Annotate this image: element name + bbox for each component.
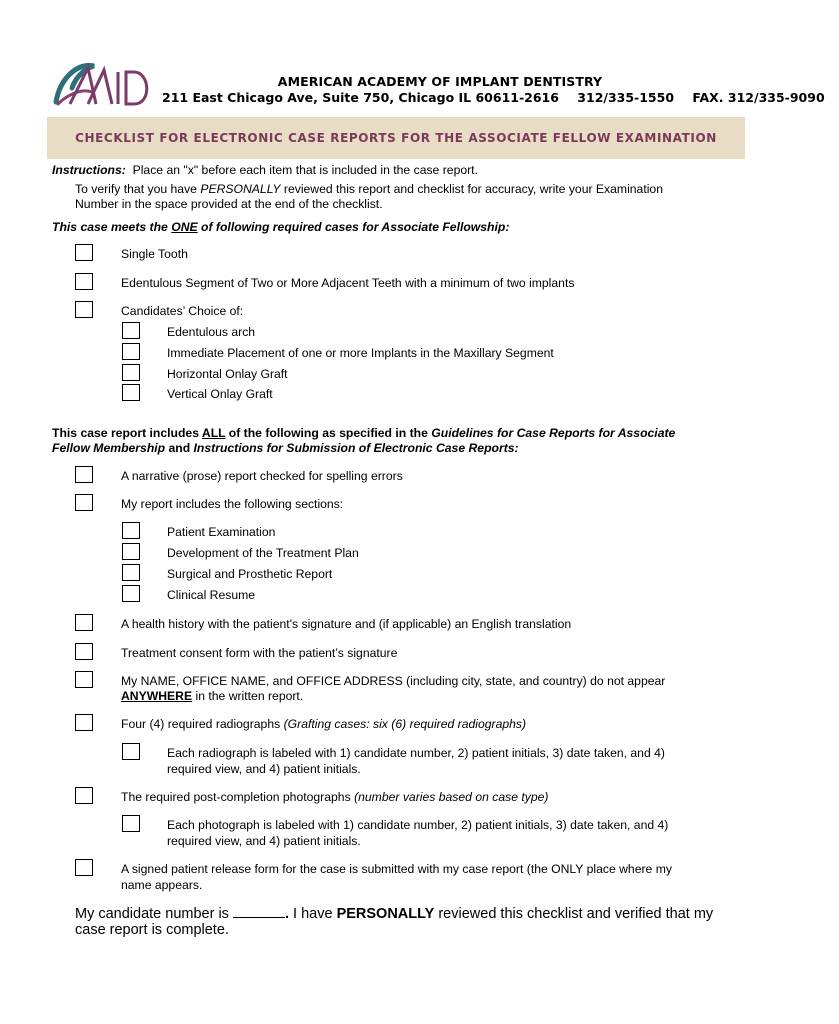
item-photographs — [121, 790, 549, 805]
section2-heading-and: and — [165, 441, 194, 455]
section2-heading-a: This case report includes — [52, 426, 202, 440]
section-surgical-report: Surgical and Prosthetic Report — [167, 567, 333, 581]
certification-text-b: I have — [289, 906, 337, 922]
item-no-name-line1: My NAME, OFFICE NAME, and OFFICE ADDRESS (including city, state, and country) do not appear — [121, 674, 666, 688]
checkbox-vertical-onlay[interactable] — [122, 384, 140, 401]
instructions-line1 — [52, 163, 478, 178]
radiograph-labels-line2: required view, and 4) patient initials. — [167, 762, 361, 776]
section2-guidelines: Guidelines for Case Reports for Associate — [431, 426, 676, 440]
subitem-edentulous-arch: Edentulous arch — [167, 325, 256, 339]
org-name: AMERICAN ACADEMY OF IMPLANT DENTISTRY — [277, 74, 603, 89]
item-narrative: A narrative (prose) report checked for spelling errors — [121, 469, 403, 483]
item-photographs-note: (number varies based on case type) — [354, 790, 549, 804]
item-no-name-line2 — [121, 689, 303, 704]
section1-heading-one: ONE — [171, 220, 198, 234]
checkbox-horizontal-onlay[interactable] — [122, 364, 140, 381]
section2-instructions-title: Instructions for Submission of Electronic Case Reports: — [193, 441, 519, 455]
item-candidates-choice: Candidates’ Choice of: — [121, 304, 244, 318]
section2-heading-line2 — [52, 441, 519, 456]
checkbox-single-tooth[interactable] — [75, 244, 93, 261]
item-report-sections: My report includes the following sections: — [121, 497, 344, 511]
org-fax: FAX. 312/335-9090 — [692, 90, 825, 105]
checkbox-report-sections[interactable] — [75, 494, 93, 511]
item-health-history: A health history with the patient's signature and (if applicable) an English translation — [121, 617, 572, 631]
instructions-line2-a: To verify that you have — [75, 182, 201, 196]
section2-heading-line1 — [52, 426, 675, 441]
checkbox-surgical-report[interactable] — [122, 564, 140, 581]
item-consent-form: Treatment consent form with the patient’s signature — [121, 646, 398, 660]
checkbox-candidates-choice[interactable] — [75, 301, 93, 318]
org-address-line — [162, 90, 839, 105]
section1-heading — [52, 220, 509, 235]
section2-heading-b: of the following as specified in the — [225, 426, 432, 440]
section2-guidelines-cont: Fellow Membership — [52, 441, 166, 455]
subitem-immediate-placement: Immediate Placement of one or more Implants in the Maxillary Segment — [167, 346, 554, 360]
subitem-horizontal-onlay: Horizontal Onlay Graft — [167, 367, 288, 381]
checkbox-health-history[interactable] — [75, 614, 93, 631]
logo-text: AAID — [52, 109, 55, 110]
section-patient-examination: Patient Examination — [167, 525, 276, 539]
instructions-emphasis: PERSONALLY — [200, 182, 281, 196]
checkbox-immediate-placement[interactable] — [122, 343, 140, 360]
aaid-logo-graphic — [52, 58, 156, 110]
section1-heading-a: This case meets the — [52, 220, 172, 234]
checkbox-edentulous-segment[interactable] — [75, 273, 93, 290]
checkbox-edentulous-arch[interactable] — [122, 322, 140, 339]
section1-heading-b: of following required cases for Associate Fellowship: — [197, 220, 510, 234]
page-title: CHECKLIST FOR ELECTRONIC CASE REPORTS FOR THE ASSOCIATE FELLOW EXAMINATION — [75, 131, 717, 145]
org-address: 211 East Chicago Ave, Suite 750, Chicago IL 60611-2616 — [162, 90, 559, 105]
section-treatment-plan: Development of the Treatment Plan — [167, 546, 359, 560]
checkbox-radiograph-labels[interactable] — [122, 743, 140, 760]
section2-heading-all: ALL — [201, 426, 226, 440]
instructions-text: Place an "x" before each item that is included in the case report. — [132, 163, 478, 177]
certification-dot: . — [284, 906, 289, 922]
checkbox-no-name[interactable] — [75, 671, 93, 688]
item-release-line2: name appears. — [121, 878, 203, 892]
instructions-label: Instructions: — [52, 163, 126, 177]
instructions-line2 — [75, 182, 663, 197]
item-photographs-text: The required post-completion photographs — [121, 790, 355, 804]
section-clinical-resume: Clinical Resume — [167, 588, 256, 602]
photograph-labels-line2: required view, and 4) patient initials. — [167, 834, 361, 848]
subitem-vertical-onlay: Vertical Onlay Graft — [167, 387, 273, 401]
checkbox-photographs[interactable] — [75, 787, 93, 804]
item-radiographs — [121, 717, 526, 732]
checkbox-clinical-resume[interactable] — [122, 585, 140, 602]
certification-text-a: My candidate number is — [75, 906, 233, 922]
item-edentulous-segment: Edentulous Segment of Two or More Adjacent Teeth with a minimum of two implants — [121, 276, 575, 290]
instructions-line2-b: reviewed this report and checklist for accuracy, write your Examination — [280, 182, 663, 196]
photograph-labels-line1: Each photograph is labeled with 1) candidate number, 2) patient initials, 3) date taken, and 4) — [167, 818, 669, 832]
instructions-line3: Number in the space provided at the end of the checklist. — [75, 197, 383, 211]
checkbox-treatment-plan[interactable] — [122, 543, 140, 560]
checkbox-narrative[interactable] — [75, 466, 93, 483]
aaid-logo — [52, 58, 156, 110]
certification-personally: PERSONALLY — [336, 906, 435, 922]
item-no-name-rest: in the written report. — [192, 689, 304, 703]
certification-line2: case report is complete. — [75, 922, 229, 938]
checkbox-release-form[interactable] — [75, 859, 93, 876]
certification-text-c: reviewed this checklist and verified that my — [434, 906, 714, 922]
item-radiographs-note: (Grafting cases: six (6) required radiographs) — [283, 717, 527, 731]
checkbox-photograph-labels[interactable] — [122, 815, 140, 832]
checkbox-radiographs[interactable] — [75, 714, 93, 731]
certification-line1 — [75, 903, 713, 923]
candidate-number-field[interactable] — [233, 903, 285, 918]
item-single-tooth: Single Tooth — [121, 247, 188, 261]
checkbox-consent-form[interactable] — [75, 643, 93, 660]
item-no-name-anywhere: ANYWHERE — [121, 689, 193, 703]
org-phone: 312/335-1550 — [577, 90, 675, 105]
item-release-line1: A signed patient release form for the case is submitted with my case report (the ONLY place where my — [121, 862, 672, 876]
item-radiographs-text: Four (4) required radiographs — [121, 717, 284, 731]
radiograph-labels-line1: Each radiograph is labeled with 1) candidate number, 2) patient initials, 3) date taken, and 4) — [167, 746, 665, 760]
checkbox-patient-examination[interactable] — [122, 522, 140, 539]
